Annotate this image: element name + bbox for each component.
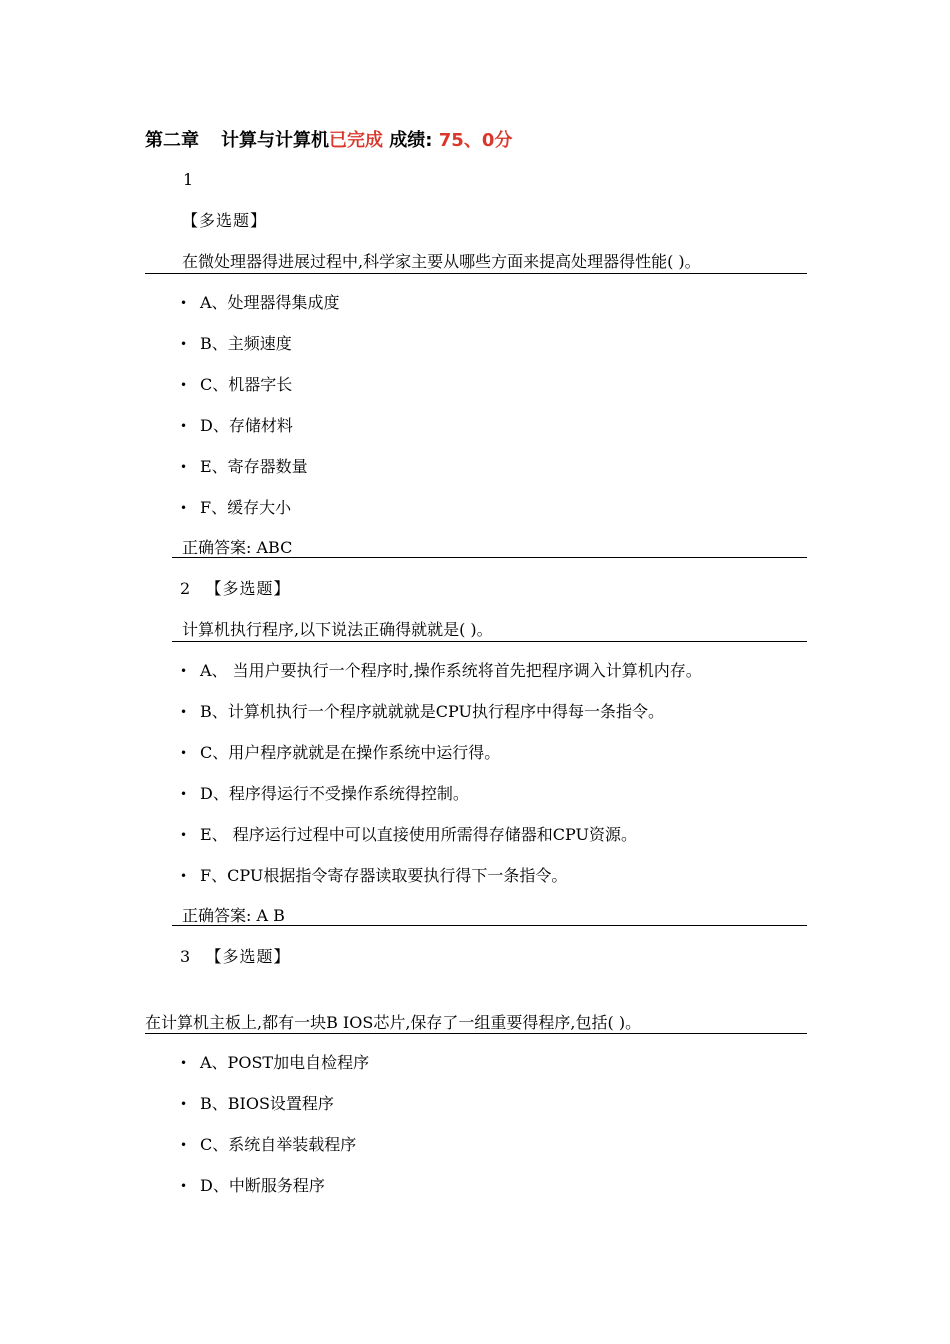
option-d[interactable]: • D、存储材料 [180,416,293,435]
bullet: • [180,419,188,433]
bullet: • [180,1097,188,1111]
chapter-title: 计算与计算机 [221,130,329,151]
option-d[interactable]: • D、中断服务程序 [180,1176,325,1195]
score-value: 75、0分 [438,130,513,151]
correct-answer [182,537,292,559]
option-a[interactable]: • A、处理器得集成度 [180,293,340,312]
option-e[interactable]: • E、 程序运行过程中可以直接使用所需得存储器和CPU资源。 [180,825,637,844]
answer-underline [172,557,807,558]
option-d[interactable]: • D、程序得运行不受操作系统得控制。 [180,784,469,803]
question-type: 【多选题】 [205,579,291,598]
option-b[interactable]: • B、计算机执行一个程序就就就是CPU执行程序中得每一条指令。 [180,702,664,721]
question-number: 1 [183,170,194,189]
page-header [145,128,512,154]
bullet: • [180,501,188,515]
answer-value: A B [256,906,285,925]
question-type: 【多选题】 [205,947,291,966]
bullet: • [180,378,188,392]
bullet: • [180,664,188,678]
option-c[interactable]: • C、系统自举装载程序 [180,1135,357,1154]
bullet: • [180,460,188,474]
bullet: • [180,337,188,351]
question-number: 2 [180,579,191,598]
question-header [180,578,290,600]
question-text: 计算机执行程序,以下说法正确得就就是( )。 [182,620,493,639]
option-b[interactable]: • B、主频速度 [180,334,292,353]
question-type: 【多选题】 [182,211,268,230]
bullet: • [180,1056,188,1070]
answer-underline [172,925,807,926]
completion-status: 已完成 [329,130,383,151]
bullet: • [180,296,188,310]
question-text: 在微处理器得进展过程中,科学家主要从哪些方面来提高处理器得性能( )。 [182,252,701,271]
question-underline [145,1033,807,1034]
bullet: • [180,1179,188,1193]
question-underline [145,273,807,274]
bullet: • [180,828,188,842]
option-c[interactable]: • C、机器字长 [180,375,293,394]
option-f[interactable]: • F、CPU根据指令寄存器读取要执行得下一条指令。 [180,866,568,885]
question-number: 3 [180,947,191,966]
bullet: • [180,869,188,883]
chapter-label: 第二章 [145,130,199,151]
question-header [180,946,290,968]
option-c[interactable]: • C、用户程序就就是在操作系统中运行得。 [180,743,501,762]
bullet: • [180,705,188,719]
question-underline [172,641,807,642]
score-label: 成绩: [389,130,433,151]
option-f[interactable]: • F、缓存大小 [180,498,292,517]
question-text: 在计算机主板上,都有一块B IOS芯片,保存了一组重要得程序,包括( )。 [145,1013,642,1032]
answer-label: 正确答案: [182,538,252,557]
option-b[interactable]: • B、BIOS设置程序 [180,1094,334,1113]
option-e[interactable]: • E、寄存器数量 [180,457,308,476]
option-a[interactable]: • A、POST加电自检程序 [180,1053,370,1072]
answer-value: ABC [256,538,293,557]
bullet: • [180,746,188,760]
bullet: • [180,787,188,801]
bullet: • [180,1138,188,1152]
answer-label: 正确答案: [182,906,252,925]
correct-answer [182,905,285,927]
option-a[interactable]: • A、 当用户要执行一个程序时,操作系统将首先把程序调入计算机内存。 [180,661,702,680]
